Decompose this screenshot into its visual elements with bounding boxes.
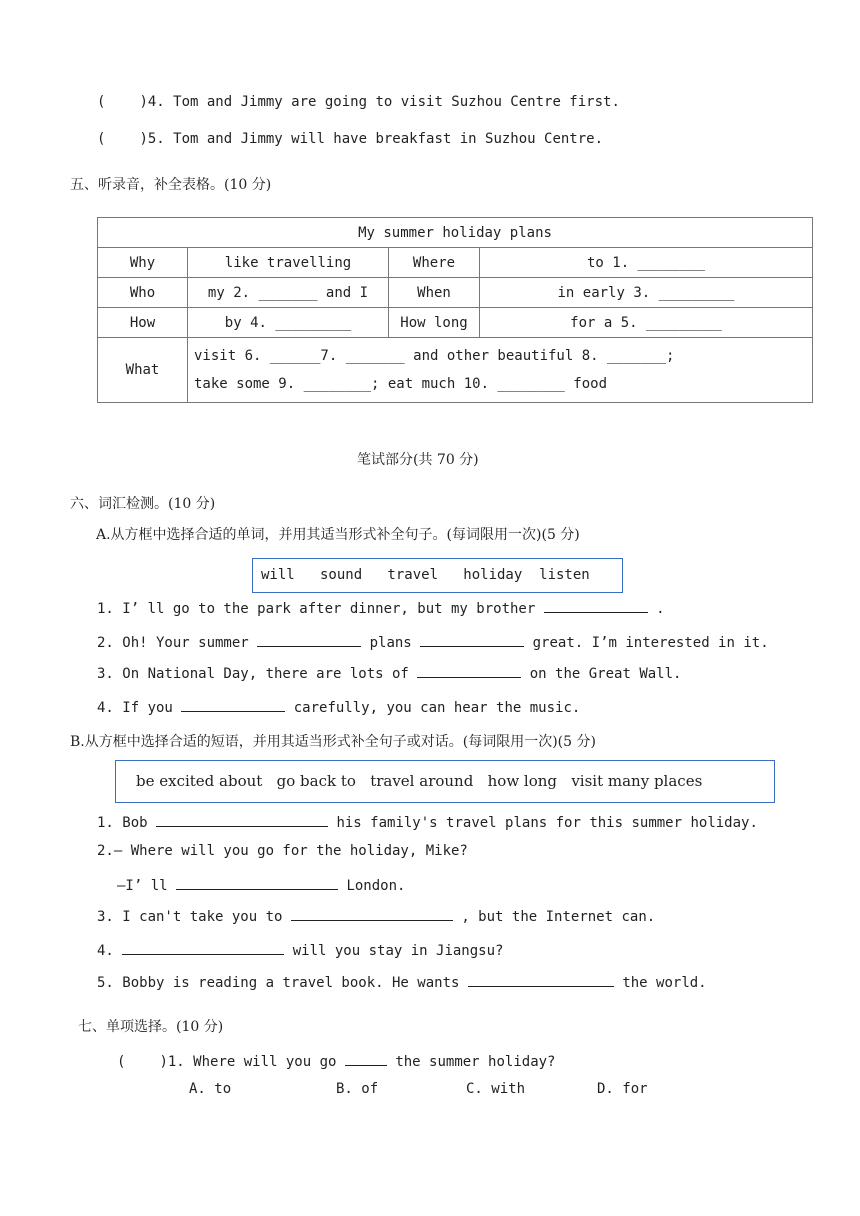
item-text: 4. [97, 943, 114, 959]
option-b[interactable]: B. of [336, 1081, 379, 1097]
item-text-mid: plans [369, 635, 412, 651]
answer-paren-open: ( [117, 1054, 126, 1070]
question-4 [97, 94, 620, 110]
value-when: in early 3. _________ [480, 278, 813, 308]
question-text: 5. Tom and Jimmy will have breakfast in Suzhou Centre. [147, 131, 604, 147]
value-how-long: for a 5. _________ [480, 308, 813, 338]
table-title: My summer holiday plans [98, 218, 813, 248]
item-text: 3. I can't take you to [97, 909, 283, 925]
item-text-end: great. I’m interested in it. [532, 635, 769, 651]
value-why: like travelling [188, 248, 389, 278]
answer-blank[interactable] [257, 634, 361, 647]
question-text: 1. Where will you go [167, 1054, 337, 1070]
item-text: 2.— Where will you go for the holiday, Mike? [97, 843, 468, 859]
answer-paren-close: ) [139, 131, 148, 147]
what-line-1: visit 6. ______7. _______ and other beautiful 8. _______; [194, 348, 675, 364]
item-text: 1. Bob [97, 815, 148, 831]
phrase-box [115, 760, 775, 803]
label-what: What [98, 338, 188, 403]
item-text-end: on the Great Wall. [529, 666, 682, 682]
part-a-item-3 [97, 665, 681, 682]
part-a-item-4 [97, 699, 580, 716]
item-text-end: carefully, you can hear the music. [293, 700, 581, 716]
part-b-item-2-answer [117, 877, 405, 894]
part-b-item-2-question [97, 843, 468, 859]
answer-blank[interactable] [176, 877, 338, 890]
part-b-item-1 [97, 814, 758, 831]
option-d[interactable]: D. for [597, 1081, 648, 1097]
question-text: 4. Tom and Jimmy are going to visit Suzhou Centre first. [147, 94, 620, 110]
value-what [188, 338, 813, 403]
item-text-end: the world. [622, 975, 707, 991]
what-line-2: take some 9. ________; eat much 10. ________ food [194, 376, 608, 392]
label-how: How [98, 308, 188, 338]
answer-blank[interactable] [291, 908, 453, 921]
mc-question-1 [117, 1053, 555, 1070]
label-who: Who [98, 278, 188, 308]
section7-heading: 七、单项选择。(10 分) [78, 1019, 224, 1035]
answer-blank[interactable] [181, 699, 285, 712]
item-text: 1. I’ ll go to the park after dinner, but my brother [97, 601, 536, 617]
answer-blank[interactable] [420, 634, 524, 647]
answer-blank[interactable] [345, 1053, 387, 1066]
item-text-end: his family's travel plans for this summer holiday. [336, 815, 758, 831]
item-text: 5. Bobby is reading a travel book. He wants [97, 975, 460, 991]
label-how-long: How long [389, 308, 480, 338]
value-who: my 2. _______ and I [188, 278, 389, 308]
summer-plan-table [97, 217, 813, 403]
word-box [252, 558, 623, 593]
option-a[interactable]: A. to [189, 1081, 232, 1097]
answer-blank[interactable] [122, 942, 284, 955]
value-where: to 1. ________ [480, 248, 813, 278]
answer-blank[interactable] [417, 665, 521, 678]
part-b-item-5 [97, 974, 707, 991]
answer-blank[interactable] [544, 600, 648, 613]
item-text: 3. On National Day, there are lots of [97, 666, 409, 682]
answer-paren-open: ( [97, 131, 106, 147]
label-when: When [389, 278, 480, 308]
item-text-end: , but the Internet can. [461, 909, 656, 925]
phrase-box-phrases: be excited about go back to travel around how long visit many places [136, 772, 703, 790]
part-b-item-3 [97, 908, 655, 925]
item-text: —I’ ll [117, 878, 168, 894]
answer-blank[interactable] [156, 814, 328, 827]
section6-heading: 六、词汇检测。(10 分) [70, 496, 216, 512]
question-5 [97, 131, 603, 147]
part-b-instruction: B.从方框中选择合适的短语，并用其适当形式补全句子或对话。(每词限用一次)(5 分) [70, 734, 596, 750]
item-text: 2. Oh! Your summer [97, 635, 249, 651]
question-text-end: the summer holiday? [395, 1054, 556, 1070]
part-a-item-1 [97, 600, 665, 617]
label-why: Why [98, 248, 188, 278]
item-text-end: will you stay in Jiangsu? [292, 943, 504, 959]
option-c[interactable]: C. with [466, 1081, 526, 1097]
item-text: 4. If you [97, 700, 173, 716]
item-text-end: London. [346, 878, 406, 894]
label-where: Where [389, 248, 480, 278]
section5-heading: 五、听录音，补全表格。(10 分) [70, 177, 272, 193]
part-b-item-4 [97, 942, 503, 959]
answer-paren-close: ) [139, 94, 148, 110]
written-part-heading: 笔试部分(共 70 分) [357, 452, 479, 468]
answer-paren-open: ( [97, 94, 106, 110]
answer-blank[interactable] [468, 974, 614, 987]
word-box-words: will sound travel holiday listen [261, 567, 590, 583]
item-text-end: . [656, 601, 665, 617]
answer-paren-close: ) [159, 1054, 168, 1070]
value-how: by 4. _________ [188, 308, 389, 338]
part-a-instruction: A.从方框中选择合适的单词，并用其适当形式补全句子。(每词限用一次)(5 分) [96, 527, 580, 543]
part-a-item-2 [97, 634, 769, 651]
